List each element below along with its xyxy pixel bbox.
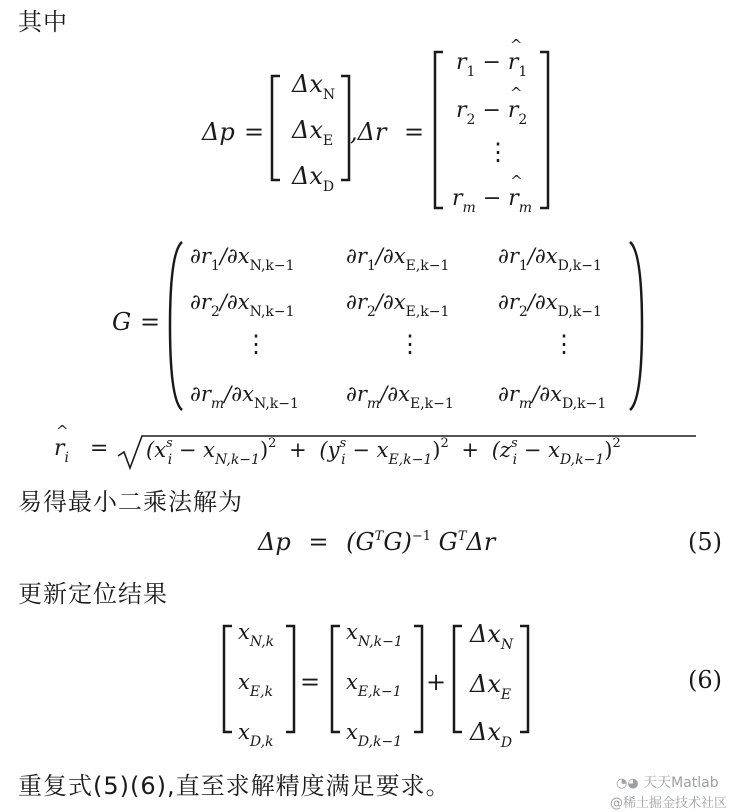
delta-p-bracket-left	[270, 76, 282, 180]
eq6-plus: +	[426, 668, 447, 696]
text-yide: 易得最小二乘法解为	[18, 488, 243, 516]
delta-p-equals: =	[244, 118, 265, 146]
eq6-left-row: $x_{N,k}$	[238, 620, 275, 650]
g-row: $\partial r_1/\partial x_{N,k-1}$	[190, 244, 295, 274]
text-gengxin: 更新定位结果	[18, 580, 168, 608]
eq6-mid-row: $x_{E,k-1}$	[346, 670, 402, 700]
eq6-mid-row: $x_{N,k-1}$	[346, 620, 403, 650]
eq5-label: (5)	[688, 528, 722, 556]
g-cell: $\partial r_m/\partial x_{E,k-1}$	[346, 382, 454, 412]
delta-r-row: $r_1$ − ^ $r_1$	[456, 50, 527, 75]
eq6-bracket-1-right	[284, 626, 296, 732]
eq6-right-row: $\Delta x_D$	[470, 718, 513, 751]
g-cell: $\partial r_m/\partial x_{D,k-1}$	[498, 382, 607, 412]
eq6-left-row: $x_{D,k}$	[238, 720, 274, 750]
delta-r-bracket-left	[433, 52, 445, 208]
delta-r-vdots: ⋮	[486, 138, 510, 166]
delta-r-lhs: ,Δr	[350, 118, 387, 146]
delta-r-row: $r_2$ − ^ $r_2$	[456, 98, 527, 123]
eq6-bracket-2-left	[330, 626, 342, 732]
delta-p-row: $\Delta x_N$	[292, 70, 336, 103]
g-vdots: ⋮	[552, 330, 576, 358]
eq6-bracket-2-right	[412, 626, 424, 732]
eq6-label: (6)	[688, 666, 722, 694]
g-paren-left	[168, 242, 184, 410]
delta-p-row: $\Delta x_D$	[292, 162, 335, 195]
delta-r-row: $r_m$ − ^ $r_m$	[452, 186, 532, 211]
wechat-icon: ◔◕	[616, 776, 639, 791]
g-cell: $\partial r_2/\partial x_{E,k-1}$	[346, 290, 450, 320]
g-vdots: ⋮	[244, 330, 268, 358]
g-equals: =	[140, 308, 161, 336]
watermark-line2: @稀土掘金技术社区	[610, 796, 728, 811]
eq6-equals: =	[300, 668, 321, 696]
eq6-mid-row: $x_{D,k-1}$	[346, 720, 403, 750]
g-vdots: ⋮	[398, 330, 422, 358]
delta-p-lhs: Δp	[202, 118, 235, 146]
delta-r-bracket-right	[538, 52, 550, 208]
g-row: $\partial r_m/\partial x_{N,k-1}$	[190, 382, 299, 412]
g-cell: $\partial r_1/\partial x_{D,k-1}$	[498, 244, 602, 274]
delta-p-row: $\Delta x_E$	[292, 116, 334, 149]
text-qizhong: 其中	[18, 8, 68, 36]
eq6-right-row: $\Delta x_N$	[470, 620, 514, 653]
watermark: ◔◕ 天天Matlab	[616, 775, 719, 791]
g-cell: $\partial r_2/\partial x_{D,k-1}$	[498, 290, 602, 320]
g-row: $\partial r_2/\partial x_{N,k-1}$	[190, 290, 295, 320]
eq6-bracket-1-left	[222, 626, 234, 732]
rhat-equation: ^ $r_i$ =	[54, 436, 108, 461]
eq5-formula: $\Delta p = (G^TG)^{-1}$ $G^T\Delta r$	[258, 528, 496, 556]
g-lhs: G	[112, 308, 132, 336]
eq6-left-row: $x_{E,k}$	[238, 670, 273, 700]
delta-r-equals: =	[404, 118, 425, 146]
text-chongfu: 重复式(5)(6),直至求解精度满足要求。	[18, 772, 451, 800]
eq6-bracket-3-right	[518, 626, 530, 732]
eq6-bracket-3-left	[452, 626, 464, 732]
g-cell: $\partial r_1/\partial x_{E,k-1}$	[346, 244, 450, 274]
rhat-radicand: $(x^s_i - x_{N,k-1})^2 + (y^s_i - x_{E,k-1})^2 + (z^s_i - x_{D,k-1})^2$	[146, 436, 621, 468]
g-paren-right	[628, 242, 644, 410]
eq6-right-row: $\Delta x_E$	[470, 670, 512, 703]
